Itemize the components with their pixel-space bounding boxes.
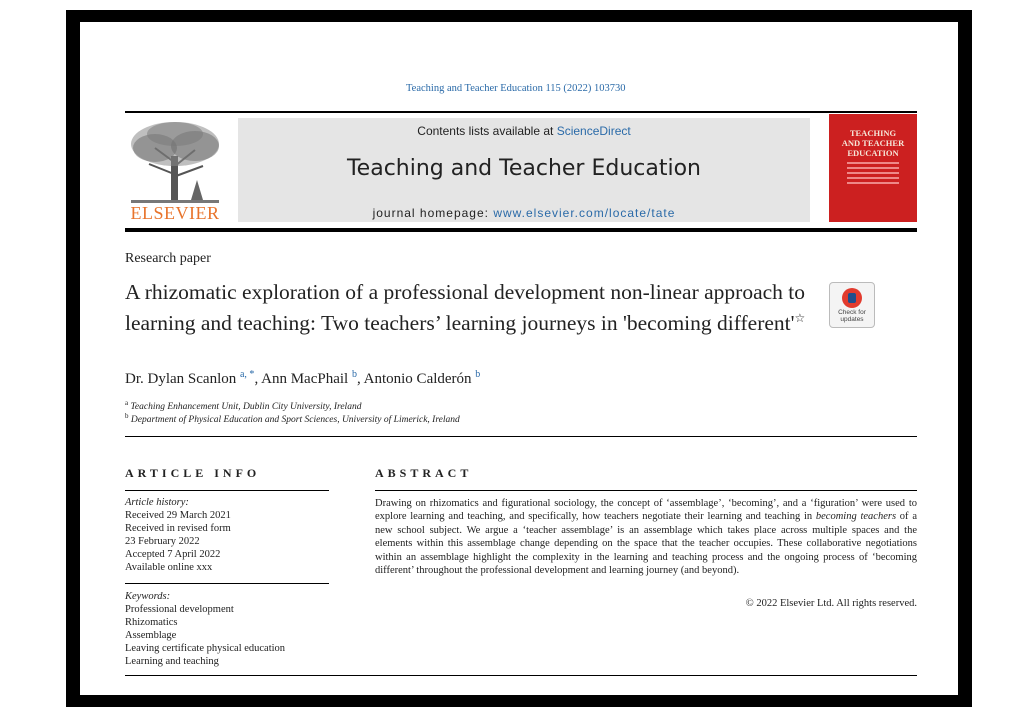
history-label: Article history: <box>125 497 189 508</box>
history-item: Accepted 7 April 2022 <box>125 549 221 560</box>
homepage-line <box>238 206 810 220</box>
author-name[interactable]: Dr. Dylan Scanlon <box>125 371 237 387</box>
header-bottom-rule <box>125 228 917 232</box>
elsevier-logo[interactable] <box>125 118 225 224</box>
abstract-body: Drawing on rhizomatics and figurational sociology, the concept of ‘assemblage’, ‘becoming’, and a ‘figuration’ were used to explore learning and teaching, and specifically, how teachers negotiate their learning and teaching in becoming teachers of a new school subject. We argue a ‘teacher assemblage’ is an assemblage which takes place across multiple spaces and the elements within this assemblage change depending on the space that the teacher occupies. These collaborative negotiations within an assemblage highlight the complexity in the learning and teaching process and the ongoing process of ‘becoming different’ throughout the professional development and learning journey (and beyond). <box>375 498 917 577</box>
author-list: Dr. Dylan Scanlon $^{a, *}$, Ann MacPhail $^b$, Antonio Calderón $^b$ <box>125 369 481 387</box>
cover-title: TEACHING AND TEACHER EDUCATION <box>841 128 905 158</box>
check-updates-label: Check for updates <box>838 309 866 323</box>
journal-title: Teaching and Teacher Education <box>346 156 701 181</box>
title-footnote-mark[interactable]: ☆ <box>794 311 806 325</box>
keywords-list <box>125 590 285 668</box>
homepage-prefix: journal homepage: <box>372 206 494 220</box>
article-type: Research paper <box>125 251 211 266</box>
tree-icon <box>125 118 225 204</box>
journal-cover-thumbnail[interactable] <box>829 114 917 222</box>
article-title <box>125 279 815 336</box>
author-name[interactable]: Ann MacPhail <box>261 371 349 387</box>
journal-citation[interactable]: Teaching and Teacher Education 115 (2022) 103730 <box>406 83 626 94</box>
keyword: Learning and teaching <box>125 656 219 667</box>
header-top-rule <box>125 111 917 113</box>
keyword: Professional development <box>125 604 234 615</box>
journal-banner <box>238 118 810 222</box>
sciencedirect-link[interactable]: ScienceDirect <box>556 124 631 138</box>
history-item: 23 February 2022 <box>125 536 200 547</box>
keyword: Leaving certificate physical education <box>125 643 286 654</box>
check-for-updates-button[interactable] <box>829 282 875 328</box>
contents-line <box>238 124 810 138</box>
abstract-rule <box>375 490 917 491</box>
article-info-heading: ARTICLE INFO <box>125 466 261 480</box>
abstract-heading: ABSTRACT <box>375 466 473 480</box>
article-info-rule <box>125 490 329 491</box>
keywords-rule <box>125 583 329 584</box>
bookmark-icon <box>848 293 856 303</box>
footer-rule <box>125 675 917 676</box>
article-title-text: A rhizomatic exploration of a professional development non-linear approach to learning and teaching: Two teachers’ learning journeys in 'becoming different' <box>125 280 806 336</box>
keyword: Assemblage <box>125 630 177 641</box>
author-affiliation-mark[interactable]: a, * <box>239 369 255 380</box>
author-name[interactable]: Antonio Calderón <box>363 371 472 387</box>
publisher-name: ELSEVIER <box>130 203 220 223</box>
author-affiliation-mark[interactable]: b <box>351 369 357 380</box>
article-history <box>125 496 231 574</box>
homepage-link[interactable]: www.elsevier.com/locate/tate <box>493 206 676 220</box>
contents-prefix: Contents lists available at <box>417 124 557 138</box>
history-item: Available online xxx <box>125 562 213 573</box>
keyword: Rhizomatics <box>125 617 178 628</box>
keywords-label: Keywords: <box>125 591 171 602</box>
affiliation-b: $^b$ Department of Physical Education and Sport Sciences, University of Limerick, Ireland <box>125 412 460 426</box>
copyright-notice: © 2022 Elsevier Ltd. All rights reserved. <box>745 598 917 609</box>
cover-decoration <box>847 162 899 187</box>
affiliation-a: $^a$ Teaching Enhancement Unit, Dublin City University, Ireland <box>125 399 362 413</box>
section-divider <box>125 436 917 437</box>
history-item: Received 29 March 2021 <box>125 510 231 521</box>
history-item: Received in revised form <box>125 523 231 534</box>
author-affiliation-mark[interactable]: b <box>475 369 481 380</box>
